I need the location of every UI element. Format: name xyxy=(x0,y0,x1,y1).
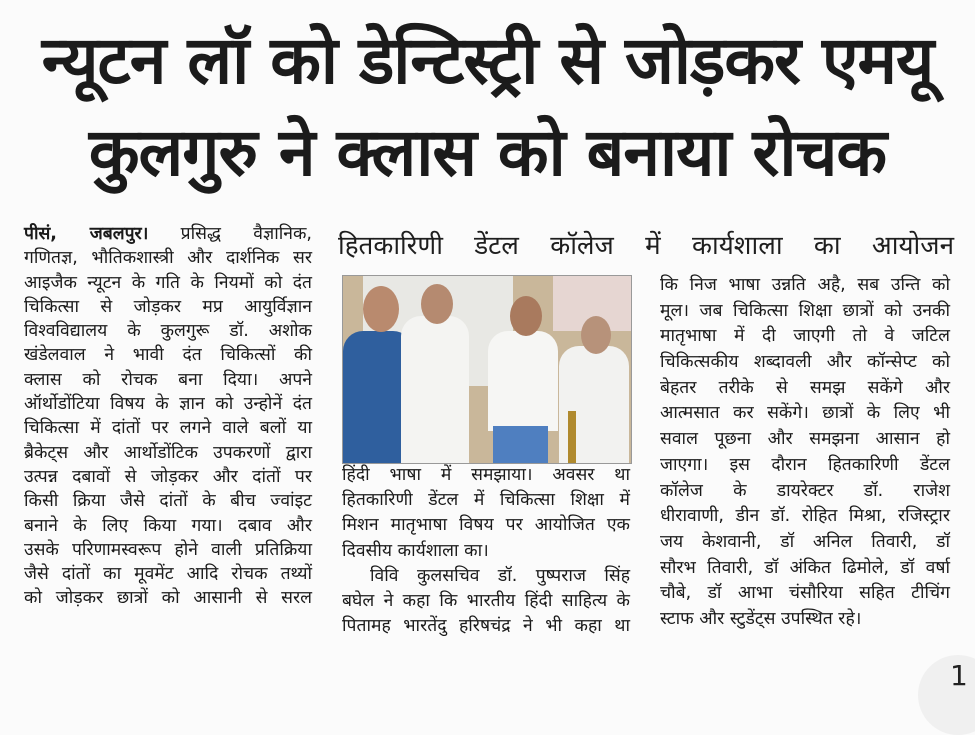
text-line: चिकित्सा में दांतों पर लगने वाले बलों या xyxy=(24,418,312,439)
text-line: बेहतर तरीके से समझ सकेंगे और xyxy=(660,377,950,398)
event-photo xyxy=(342,275,632,464)
text-line: उसके परिणामस्वरूप होने वाली प्रतिक्रिया xyxy=(24,539,312,560)
text-line: हितकारिणी डेंटल में चिकित्सा शिक्षा में xyxy=(342,490,630,511)
article-column-3 xyxy=(660,273,950,633)
text-line: दिवसीय कार्यशाला का। xyxy=(342,540,489,561)
text-line: गणितज्ञ, भौतिकशास्त्री और दार्शनिक सर xyxy=(24,248,312,269)
article-column-2 xyxy=(342,463,630,639)
text-line: चौबे, डॉ आभा चंसौरिया सहित टीचिंग xyxy=(660,583,950,604)
text-line: चिकित्सा से जोड़कर मप्र आयुर्विज्ञान xyxy=(24,296,312,317)
text-line: खंडेलवाल ने भावी दंत चिकित्सों की xyxy=(24,345,312,366)
text-line: सौरभ तिवारी, डॉ अंकित ढिमोले, डॉ वर्षा xyxy=(660,557,950,578)
text-line: मातृभाषा में दी जाएगी तो वे जटिल xyxy=(660,326,950,347)
text-line: जैसे दांतों का मूवमेंट आदि रोचक तथ्यों xyxy=(24,564,312,585)
text-line: ब्रैकेट्स और आर्थोडोंटिक उपकरणों द्वारा xyxy=(24,442,312,463)
text-line: पितामह भारतेंदु हरिषचंद्र ने भी कहा था xyxy=(342,616,630,637)
text-line: धीरावाणी, डीन डॉ. रोहित मिश्रा, रजिस्ट्रार xyxy=(660,506,950,527)
text-line: उत्पन्न दबावों से जोड़कर और दांतों पर xyxy=(24,466,312,487)
page-badge-number: 1 xyxy=(950,659,968,692)
headline-line-1: न्यूटन लॉ को डेन्टिस्ट्री से जोड़कर एमयू xyxy=(41,22,934,99)
text-line: आत्मसात कर सकेंगे। छात्रों के लिए भी xyxy=(660,403,950,424)
text-line: किसी क्रिया जैसे दांतों के बीच ज्वांइट xyxy=(24,491,312,512)
text-line: हिंदी भाषा में समझाया। अवसर था xyxy=(342,465,630,485)
text-line: जाएगा। इस दौरान हितकारिणी डेंटल xyxy=(660,454,950,475)
text-line: क्लास को रोचक बना दिया। अपने xyxy=(24,369,312,390)
text-line: मूल। जब चिकित्सा शिक्षा छात्रों को उनकी xyxy=(660,300,950,321)
text-line: जय केशवानी, डॉ अनिल तिवारी, डॉ xyxy=(660,531,950,552)
text-line: बनाने के लिए किया गया। दबाव और xyxy=(24,515,312,536)
page-badge[interactable] xyxy=(918,655,975,735)
text-line: कि निज भाषा उन्नति अहै, सब उन्ति को xyxy=(660,275,950,295)
text-line: को जोड़कर छात्रों को आसानी से सरल xyxy=(24,588,312,609)
text-line: विश्वविद्यालय के कुलगुरू डॉ. अशोक xyxy=(24,321,312,342)
text-line: विवि कुलसचिव डॉ. पुष्पराज सिंह xyxy=(370,565,630,586)
text-line: बघेल ने कहा कि भारतीय हिंदी साहित्य के xyxy=(342,590,630,611)
article-column-1 xyxy=(24,222,312,611)
text-line: मिशन मातृभाषा विषय पर आयोजित एक xyxy=(342,515,630,536)
subheadline: हितकारिणी डेंटल कॉलेज में कार्यशाला का आयोजन xyxy=(338,231,954,261)
text-line: चिकित्सकीय शब्दावली और कॉन्सेप्ट को xyxy=(660,352,950,373)
text-line: स्टाफ और स्टुडेंट्स उपस्थित रहे। xyxy=(660,608,862,629)
text-line: पीसं, जबलपुर। प्रसिद्ध वैज्ञानिक, xyxy=(24,224,312,244)
text-line: सवाल पूछना और समझना आसान हो xyxy=(660,429,950,450)
text-line: ऑर्थोडोंटिया विषय के ज्ञान को उन्होनें दंत xyxy=(24,394,312,415)
dateline: पीसं, जबलपुर। xyxy=(24,224,149,244)
text-line: आइजैक न्यूटन के गति के नियमों को दंत xyxy=(24,272,312,293)
headline-line-2: कुलगुरु ने क्लास को बनाया रोचक xyxy=(88,114,887,191)
text-line: कॉलेज के डायरेक्टर डॉ. राजेश xyxy=(660,480,950,501)
